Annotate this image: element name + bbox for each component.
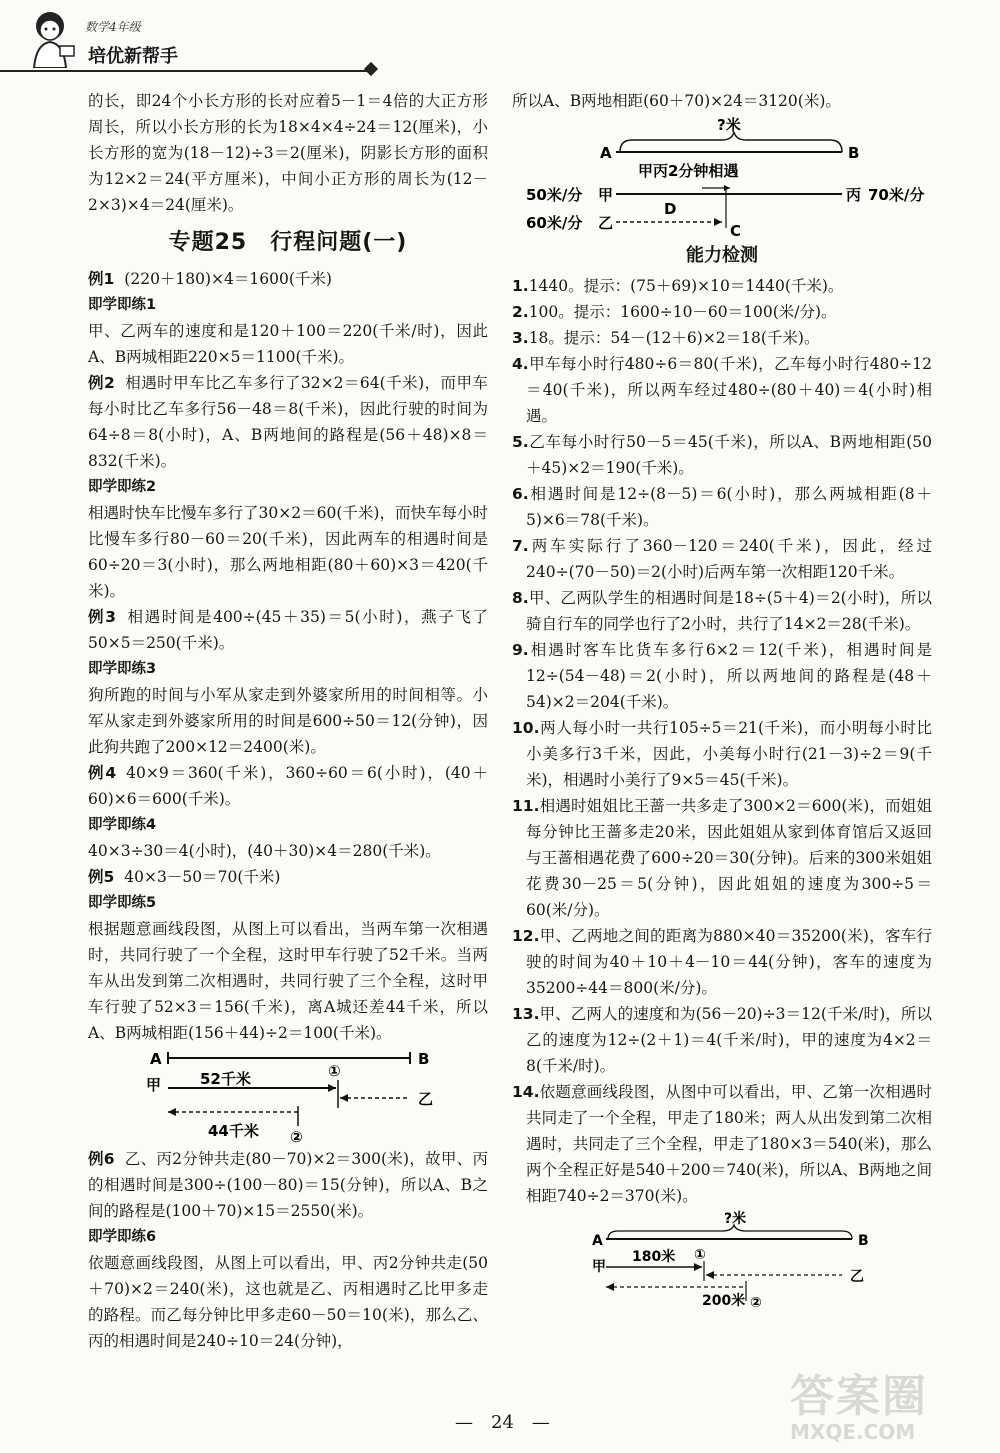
- left-item-4: [88, 604, 488, 656]
- left-item-6: [88, 760, 488, 812]
- diagram1-label-a: A: [150, 1050, 162, 1068]
- item-label: 例2: [88, 374, 115, 392]
- item-label: 例5: [88, 868, 115, 886]
- diagram1-label-52km: 52千米: [200, 1070, 251, 1088]
- diagram2-speed-60: 60米/分: [526, 214, 583, 232]
- watermark-logo: [790, 1360, 990, 1450]
- diagram3-label-a: A: [592, 1233, 603, 1249]
- diagram3-label-180m: 180米: [632, 1249, 676, 1265]
- diagram3-label-q: ?米: [724, 1211, 747, 1227]
- item-text: 相遇时甲车比乙车多行了32×2＝64(千米)，而甲车每小时比乙车多行56－48＝8(千米)，因此行驶的时间为64÷8＝8(小时)，A、B两地间的路程是(56＋48)×8＝832(千米)。: [88, 374, 488, 470]
- left-column: [88, 88, 488, 1354]
- diagram3-meet-2: ②: [750, 1295, 762, 1309]
- answer-4: [512, 351, 932, 429]
- left-item-7-label: 即学即练4: [88, 817, 157, 833]
- item-text: 相遇时间是400÷(45＋35)＝5(小时)，燕子飞了50×5＝250(千米)。: [88, 608, 488, 652]
- answer-text: 相遇时客车比货车多行6×2＝12(千米)，相遇时间是12÷(54－48)＝2(小时)，所以两地间的路程是(48＋54)×2＝204(千米)。: [526, 641, 932, 711]
- header-grade-tag: 数学4年级: [85, 20, 141, 34]
- answer-number: 8.: [512, 589, 529, 607]
- answer-text: 甲、乙两队学生的相遇时间是18÷(5＋4)＝2(小时)，所以骑自行车的同学也行了2小时，共行了14×2＝28(千米)。: [526, 589, 932, 633]
- answer-number: 5.: [512, 433, 529, 451]
- answer-number: 1.: [512, 277, 529, 295]
- diagram2-speed-70: 70米/分: [868, 186, 925, 204]
- left-item-1-text: 甲、乙两车的速度和是120＋100＝220(千米/时)，因此A、B两城相距220×5＝1100(千米)。: [88, 322, 488, 366]
- answer-number: 3.: [512, 329, 529, 347]
- diagram1-meet-1: ①: [328, 1062, 341, 1080]
- diagram3-label-jia: 甲: [592, 1259, 606, 1275]
- answer-number: 13.: [512, 1005, 540, 1023]
- item-text: 40×3－50＝70(千米): [124, 868, 281, 886]
- answer-text: 1440。提示：(75＋69)×10＝1440(千米)。: [528, 277, 844, 295]
- answer-text: 甲、乙两人的速度和为(56－20)÷3＝12(千米/时)，所以乙的速度为12÷(2＋1)＝4(千米/时)，甲的速度为4×2＝8(千米/时)。: [526, 1005, 932, 1075]
- left-item-5-label: 即学即练3: [88, 661, 157, 677]
- diagram2-label-bing: 丙: [846, 186, 862, 204]
- answer-text: 甲、乙两地之间的距离为880×40＝35200(米)，客车行驶的时间为40＋10＋4－10＝44(分钟)，客车的速度为35200÷44＝800(米/分)。: [526, 927, 932, 997]
- diagram1-label-yi: 乙: [418, 1090, 434, 1108]
- answer-number: 10.: [512, 719, 540, 737]
- diagram3-label-b: B: [858, 1233, 869, 1249]
- watermark-text: 答案圈: [790, 1371, 928, 1422]
- left-item-8: [88, 864, 488, 890]
- diagram2-label-jia: 甲: [598, 186, 614, 204]
- diagram2-meet-label: 甲丙2分钟相遇: [638, 162, 739, 180]
- answer-text: 100。提示：1600÷10－60＝100(米/分)。: [528, 303, 837, 321]
- diagram2-label-yi: 乙: [598, 214, 614, 232]
- answer-9: [512, 637, 932, 715]
- answer-number: 14.: [512, 1083, 540, 1101]
- item-text: 乙、丙2分钟共走(80－70)×2＝300(米)，故甲、丙的相遇时间是300÷(100－80)＝15(分钟)，所以A、B之间的路程是(100＋70)×15＝2550(米)。: [88, 1150, 488, 1220]
- page-header: [0, 0, 1000, 80]
- answer-number: 12.: [512, 927, 540, 945]
- line-diagram-1: [88, 1046, 488, 1146]
- watermark-site: MXQE.COM: [790, 1420, 916, 1444]
- right-column: [512, 88, 932, 1309]
- header-diamond: [364, 62, 378, 76]
- answer-text: 相遇时间是12÷(8－5)＝6(小时)，那么两城相距(8＋5)×6＝78(千米)。: [526, 485, 932, 529]
- diagram2-label-a: A: [600, 144, 612, 162]
- answer-2: [512, 299, 932, 325]
- answer-text: 依题意画线段图，从图中可以看出，甲、乙第一次相遇时共同走了一个全程，甲走了180米；两人从出发到第二次相遇时，共同走了三个全程，甲走了180×3＝540(米)，那么两个全程正好是540＋200＝740(米)，所以A、B两地之间相距740÷2＝370(米)。: [526, 1083, 932, 1205]
- item-label: 例3: [88, 608, 116, 626]
- answer-text: 甲车每小时行480÷6＝80(千米)，乙车每小时行480÷12＝40(千米)，所以两车经过480÷(80＋40)＝4(小时)相遇。: [526, 355, 932, 425]
- left-item-3-text: 相遇时快车比慢车多行了30×2＝60(千米)，而快车每小时比慢车多行80－60＝20(千米)，因此两车的相遇时间是60÷20＝3(小时)，那么两地相距(80＋60)×3＝420(千米)。: [88, 504, 488, 600]
- answer-number: 11.: [512, 797, 540, 815]
- item-text: (220＋180)×4＝1600(千米): [124, 270, 332, 288]
- answer-number: 6.: [512, 485, 529, 503]
- diagram3-label-yi: 乙: [850, 1269, 864, 1285]
- left-item2-0: [88, 1146, 488, 1224]
- line-diagram-2: [512, 114, 932, 239]
- left-item2-1-text: 依题意画线段图，从图上可以看出，甲、丙2分钟共走(50＋70)×2＝240(米)，这也就是乙、丙相遇时乙比甲多走的路程。而乙每分钟比甲多走60－50＝10(米)，那么乙、丙的相遇时间是240÷10＝24(分钟)，: [88, 1254, 488, 1350]
- left-item2-1-label: 即学即练6: [88, 1229, 157, 1245]
- ability-test-title: 能力检测: [686, 245, 758, 266]
- diagram2-speed-50: 50米/分: [526, 186, 583, 204]
- item-label: 例6: [88, 1150, 115, 1168]
- answer-text: 两车实际行了360－120＝240(千米)，因此，经过240÷(70－50)＝2(小时)后两车第一次相距120千米。: [526, 537, 932, 581]
- diagram2-label-c: C: [730, 222, 742, 239]
- section-title: 专题25 行程问题(一): [168, 230, 408, 255]
- answer-7: [512, 533, 932, 585]
- answer-text: 两人每小时一共行105÷5＝21(千米)，而小明每小时比小美多行3千米，因此，小美每小时行(21－3)÷2＝9(千米)，相遇时小美行了9×5＝45(千米)。: [526, 719, 932, 789]
- answer-6: [512, 481, 932, 533]
- item-text: 40×9＝360(千米)，360÷60＝6(小时)，(40＋60)×6＝600(千米)。: [88, 764, 488, 808]
- answer-11: [512, 793, 932, 923]
- answer-text: 18。提示：54－(12＋6)×2＝18(千米)。: [528, 329, 820, 347]
- diagram1-meet-2: ②: [290, 1128, 303, 1146]
- header-rule: [0, 70, 372, 72]
- answer-1: [512, 273, 932, 299]
- diagram2-label-b: B: [848, 144, 860, 162]
- left-item-1-label: 即学即练1: [88, 297, 157, 313]
- left-item-3-label: 即学即练2: [88, 479, 157, 495]
- left-item-9-label: 即学即练5: [88, 895, 157, 911]
- answer-13: [512, 1001, 932, 1079]
- student-mascot-icon: [20, 6, 80, 68]
- line-diagram-3: [512, 1209, 932, 1309]
- answer-number: 9.: [512, 641, 529, 659]
- left-item-2: [88, 370, 488, 474]
- answer-14: [512, 1079, 932, 1209]
- answer-number: 7.: [512, 537, 529, 555]
- left-item-0: [88, 266, 488, 292]
- diagram1-label-b: B: [418, 1050, 430, 1068]
- answer-3: [512, 325, 932, 351]
- left-item-9-text: 根据题意画线段图，从图上可以看出，当两车第一次相遇时，共同行驶了一个全程，这时甲车行驶了52千米。当两车从出发到第二次相遇时，共同行驶了三个全程，这时甲车行驶了52×3＝156(千米)，离A城还差44千米，所以A、B两城相距(156＋44)÷2＝100(千米)。: [88, 920, 488, 1042]
- page-number: — 24 —: [455, 1412, 550, 1433]
- answer-10: [512, 715, 932, 793]
- diagram3-label-200m: 200米: [702, 1293, 746, 1309]
- header-series-title: 培优新帮手: [88, 46, 178, 67]
- diagram2-label-d: D: [664, 200, 677, 218]
- item-label: 例1: [88, 270, 115, 288]
- answer-number: 4.: [512, 355, 529, 373]
- diagram1-label-jia: 甲: [146, 1076, 162, 1094]
- left-item-7-text: 40×3÷30＝4(小时)，(40＋30)×4＝280(千米)。: [88, 842, 441, 860]
- diagram3-meet-1: ①: [694, 1247, 706, 1263]
- diagram2-label-q: ?米: [717, 116, 741, 134]
- answer-text: 相遇时姐姐比王蔷一共多走了300×2＝600(米)，而姐姐每分钟比王蔷多走20米，因此姐姐从家到体育馆后又返回与王蔷相遇花费了600÷20＝30(分钟)。后来的300米姐姐花费30－25＝5(分钟)，因此姐姐的速度为300÷5＝60(米/分)。: [526, 797, 932, 919]
- answer-text: 乙车每小时行50－5＝45(千米)，所以A、B两地相距(50＋45)×2＝190(千米)。: [526, 433, 932, 477]
- left-item-5-text: 狗所跑的时间与小军从家走到外婆家所用的时间相等。小军从家走到外婆家所用的时间是600÷50＝12(分钟)，因此狗共跑了200×12＝2400(米)。: [88, 686, 488, 756]
- item-label: 例4: [88, 764, 117, 782]
- answer-12: [512, 923, 932, 1001]
- left-intro-text: 的长，即24个小长方形的长对应着5－1＝4倍的大正方形周长，所以小长方形的长为18×4×4÷24＝12(厘米)，小长方形的宽为(18－12)÷3＝2(厘米)，阴影长方形的面积为12×2＝24(平方厘米)，中间小正方形的周长为(12－2×3)×4＝24(厘米)。: [88, 92, 488, 214]
- answer-8: [512, 585, 932, 637]
- answer-number: 2.: [512, 303, 529, 321]
- right-intro-text: 所以A、B两地相距(60＋70)×24＝3120(米)。: [512, 92, 841, 110]
- diagram1-label-44km: 44千米: [208, 1122, 259, 1140]
- answer-5: [512, 429, 932, 481]
